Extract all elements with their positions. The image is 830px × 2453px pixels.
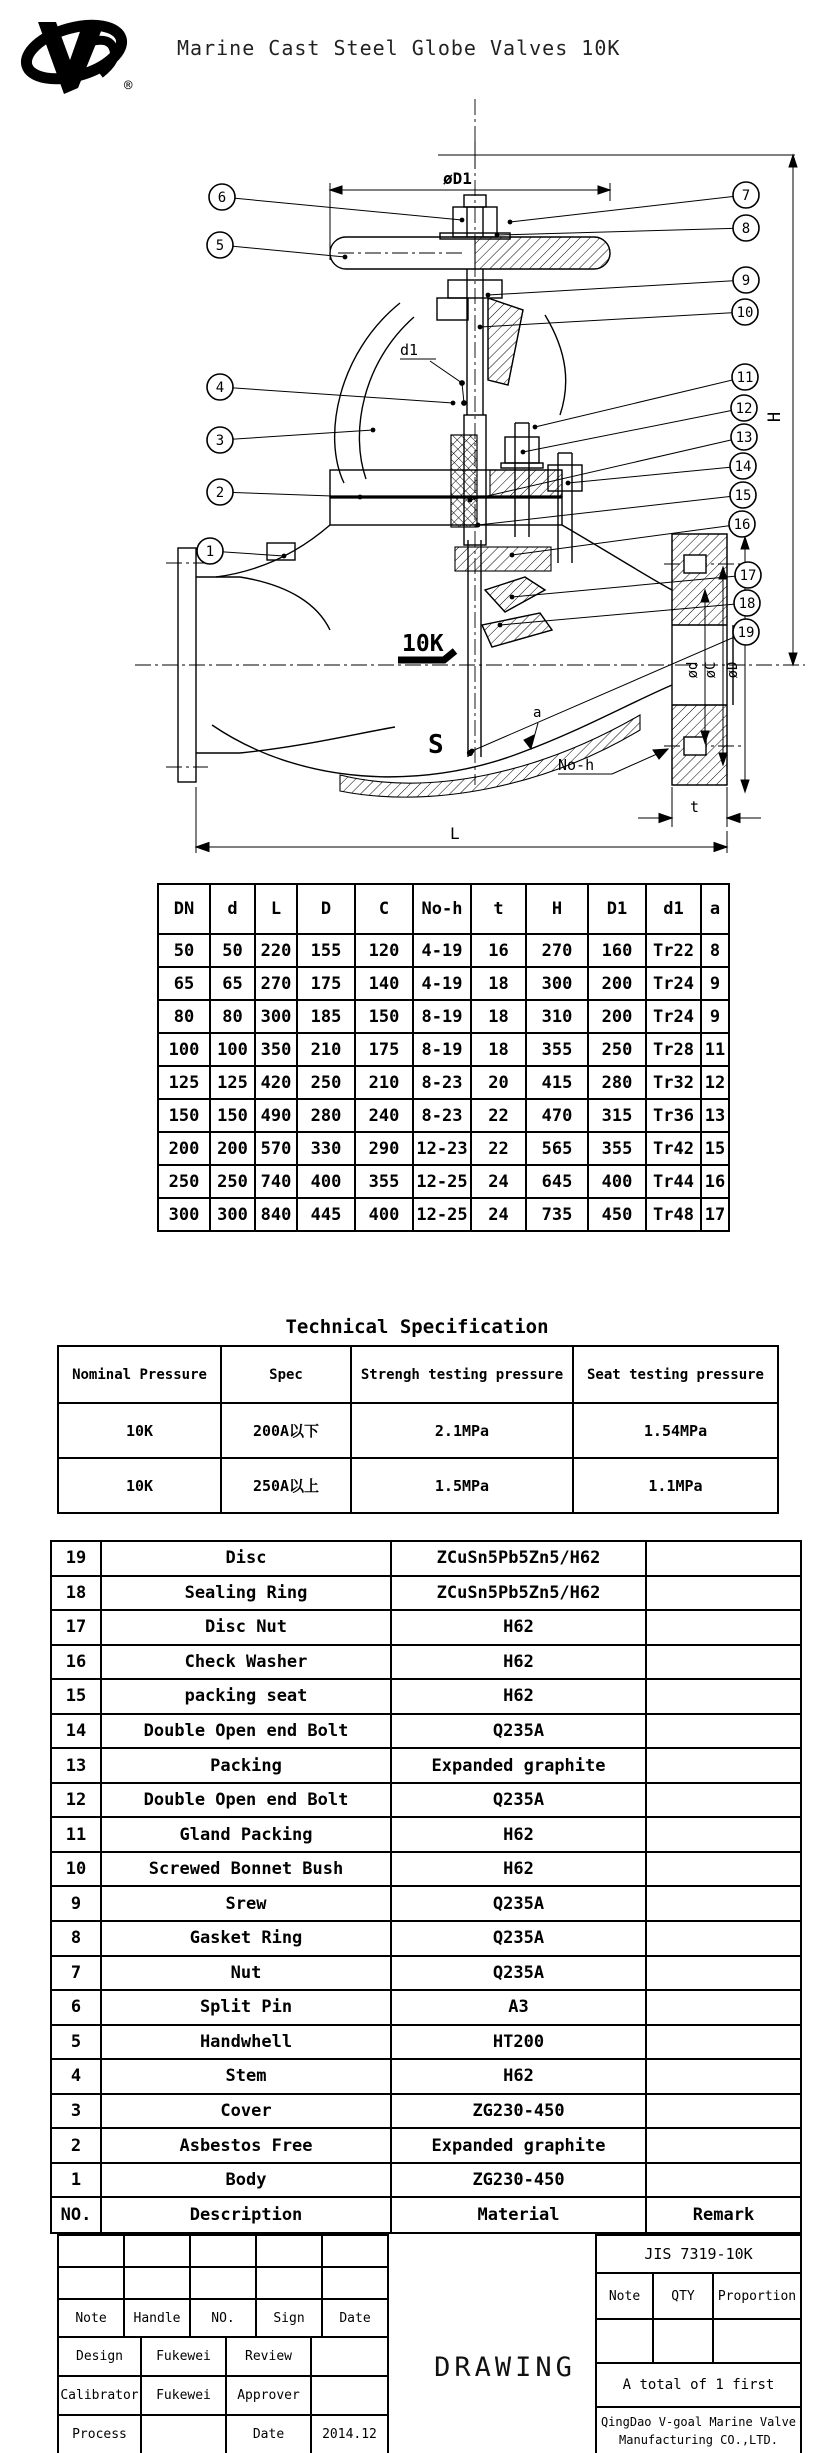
part-no: 13 bbox=[51, 1748, 101, 1783]
dim-cell: Tr28 bbox=[646, 1033, 701, 1066]
dim-cell: 400 bbox=[588, 1165, 646, 1198]
standard-header: Proportion bbox=[712, 2272, 802, 2320]
dim-col-header: t bbox=[471, 884, 526, 934]
standard-header: QTY bbox=[652, 2272, 714, 2320]
svg-text:6: 6 bbox=[217, 190, 227, 206]
part-description: Sealing Ring bbox=[101, 1576, 391, 1611]
revision-cell bbox=[189, 2266, 257, 2300]
dim-cell: 16 bbox=[701, 1165, 729, 1198]
dim-cell: 11 bbox=[701, 1033, 729, 1066]
parts-list-table bbox=[50, 1540, 802, 2234]
issue-note: A total of 1 first bbox=[595, 2362, 802, 2408]
dim-cell: Tr24 bbox=[646, 1000, 701, 1033]
part-description: Handwhell bbox=[101, 2025, 391, 2060]
svg-text:4: 4 bbox=[215, 380, 225, 396]
part-remark bbox=[646, 2128, 801, 2163]
standard-number: JIS 7319-10K bbox=[595, 2234, 802, 2274]
svg-text:9: 9 bbox=[741, 273, 751, 289]
part-remark bbox=[646, 1817, 801, 1852]
dim-cell: 445 bbox=[297, 1198, 355, 1231]
part-no: 15 bbox=[51, 1679, 101, 1714]
dim-cell: 300 bbox=[158, 1198, 210, 1231]
dim-cell: 240 bbox=[355, 1099, 413, 1132]
part-no: 8 bbox=[51, 1921, 101, 1956]
part-remark bbox=[646, 1990, 801, 2025]
callout-11 bbox=[533, 364, 758, 429]
approval-label: Calibrator bbox=[57, 2375, 142, 2416]
part-remark bbox=[646, 2163, 801, 2198]
dim-cell: 420 bbox=[255, 1066, 297, 1099]
part-no: 4 bbox=[51, 2059, 101, 2094]
part-remark bbox=[646, 2025, 801, 2060]
spec-cell: 1.5MPa bbox=[351, 1458, 573, 1513]
gland bbox=[437, 298, 468, 320]
dim-col-header: a bbox=[701, 884, 729, 934]
dim-cell: 15 bbox=[701, 1132, 729, 1165]
dim-cell: 415 bbox=[526, 1066, 588, 1099]
valve-drawing bbox=[0, 85, 830, 865]
part-remark bbox=[646, 1610, 801, 1645]
standard-empty-cell bbox=[652, 2318, 714, 2364]
dim-cell: 13 bbox=[701, 1099, 729, 1132]
label-wall-angle: a bbox=[533, 705, 542, 721]
dim-cell: 200 bbox=[158, 1132, 210, 1165]
dim-cell: 300 bbox=[255, 1000, 297, 1033]
dim-cell: 300 bbox=[526, 967, 588, 1000]
dim-cell: 310 bbox=[526, 1000, 588, 1033]
spec-cell: 1.1MPa bbox=[573, 1458, 778, 1513]
part-material: H62 bbox=[391, 1852, 646, 1887]
approval-value: 2014.12 bbox=[310, 2414, 389, 2453]
dim-cell: Tr22 bbox=[646, 934, 701, 967]
part-material: H62 bbox=[391, 1645, 646, 1680]
approval-value: Fukewei bbox=[140, 2375, 227, 2416]
dim-cell: 570 bbox=[255, 1132, 297, 1165]
part-no: 5 bbox=[51, 2025, 101, 2060]
part-remark bbox=[646, 2094, 801, 2129]
svg-text:16: 16 bbox=[733, 517, 751, 533]
spec-cell: 200A以下 bbox=[221, 1403, 351, 1458]
dim-cell: Tr42 bbox=[646, 1132, 701, 1165]
dim-cell: 175 bbox=[297, 967, 355, 1000]
approval-value bbox=[140, 2414, 227, 2453]
dim-cell: 8-19 bbox=[413, 1000, 471, 1033]
dim-cell: 8-23 bbox=[413, 1066, 471, 1099]
dim-cell: 18 bbox=[471, 1000, 526, 1033]
svg-text:2: 2 bbox=[215, 485, 225, 501]
part-no: 10 bbox=[51, 1852, 101, 1887]
page-title: Marine Cast Steel Globe Valves 10K bbox=[177, 36, 621, 60]
spec-col-header: Nominal Pressure bbox=[58, 1346, 221, 1403]
dim-cell: 125 bbox=[158, 1066, 210, 1099]
dim-cell: 65 bbox=[158, 967, 210, 1000]
dim-cell: 270 bbox=[255, 967, 297, 1000]
approval-value bbox=[310, 2375, 389, 2416]
part-no: 1 bbox=[51, 2163, 101, 2198]
standard-header: Note bbox=[595, 2272, 654, 2320]
dim-cell: 200 bbox=[210, 1132, 255, 1165]
revision-cell bbox=[57, 2234, 125, 2268]
part-remark bbox=[646, 1956, 801, 1991]
part-no: 12 bbox=[51, 1783, 101, 1818]
dim-cell: 450 bbox=[588, 1198, 646, 1231]
dim-cell: Tr48 bbox=[646, 1198, 701, 1231]
part-description: Asbestos Free bbox=[101, 2128, 391, 2163]
registered-mark-icon: ® bbox=[124, 78, 133, 94]
approval-value bbox=[310, 2336, 389, 2377]
approval-grid bbox=[57, 2234, 387, 2453]
svg-text:7: 7 bbox=[741, 188, 751, 204]
part-remark bbox=[646, 1541, 801, 1576]
svg-text:11: 11 bbox=[736, 370, 754, 386]
revision-cell bbox=[189, 2234, 257, 2268]
spec-cell: 1.54MPa bbox=[573, 1403, 778, 1458]
part-no: 14 bbox=[51, 1714, 101, 1749]
callout-5 bbox=[207, 232, 347, 259]
dim-cell: 185 bbox=[297, 1000, 355, 1033]
svg-text:19: 19 bbox=[737, 625, 755, 641]
dim-col-header: L bbox=[255, 884, 297, 934]
callout-9 bbox=[486, 267, 759, 297]
spec-col-header: Strengh testing pressure bbox=[351, 1346, 573, 1403]
part-material: H62 bbox=[391, 2059, 646, 2094]
part-description: Body bbox=[101, 2163, 391, 2198]
label-stem-diameter: d1 bbox=[400, 341, 419, 359]
dim-cell: 20 bbox=[471, 1066, 526, 1099]
svg-text:3: 3 bbox=[215, 433, 225, 449]
part-description: Gland Packing bbox=[101, 1817, 391, 1852]
dim-cell: 150 bbox=[210, 1099, 255, 1132]
spec-section-title: Technical Specification bbox=[285, 1316, 549, 1338]
dim-cell: 18 bbox=[471, 1033, 526, 1066]
part-no: 16 bbox=[51, 1645, 101, 1680]
dim-cell: 330 bbox=[297, 1132, 355, 1165]
part-remark bbox=[646, 1748, 801, 1783]
part-description: packing seat bbox=[101, 1679, 391, 1714]
dim-cell: 565 bbox=[526, 1132, 588, 1165]
dim-cell: 150 bbox=[158, 1099, 210, 1132]
dim-cell: 315 bbox=[588, 1099, 646, 1132]
part-no: 2 bbox=[51, 2128, 101, 2163]
part-remark bbox=[646, 1783, 801, 1818]
dim-col-header: DN bbox=[158, 884, 210, 934]
body-bowl bbox=[335, 303, 400, 483]
dim-cell: 22 bbox=[471, 1132, 526, 1165]
part-material: Q235A bbox=[391, 1921, 646, 1956]
dim-cell: 175 bbox=[355, 1033, 413, 1066]
revision-cell bbox=[255, 2266, 323, 2300]
dim-cell: 24 bbox=[471, 1165, 526, 1198]
dim-cell: 150 bbox=[355, 1000, 413, 1033]
part-no: 11 bbox=[51, 1817, 101, 1852]
label-pressure-class: 10K bbox=[402, 631, 444, 657]
part-material: Q235A bbox=[391, 1783, 646, 1818]
dim-cell: 280 bbox=[297, 1099, 355, 1132]
svg-text:5: 5 bbox=[215, 238, 225, 254]
part-material: A3 bbox=[391, 1990, 646, 2025]
dim-cell: 250 bbox=[158, 1165, 210, 1198]
part-remark bbox=[646, 1714, 801, 1749]
part-material: Expanded graphite bbox=[391, 2128, 646, 2163]
approval-label: Review bbox=[225, 2336, 312, 2377]
callout-4 bbox=[207, 374, 455, 405]
label-bolt-holes: No-h bbox=[558, 756, 595, 774]
spec-col-header: Spec bbox=[221, 1346, 351, 1403]
dim-cell: 8-23 bbox=[413, 1099, 471, 1132]
dim-cell: Tr44 bbox=[646, 1165, 701, 1198]
dim-col-header: H bbox=[526, 884, 588, 934]
svg-text:1: 1 bbox=[205, 544, 215, 560]
part-material: Q235A bbox=[391, 1886, 646, 1921]
part-description: Double Open end Bolt bbox=[101, 1714, 391, 1749]
part-material: ZG230-450 bbox=[391, 2094, 646, 2129]
part-material: ZCuSn5Pb5Zn5/H62 bbox=[391, 1541, 646, 1576]
approval-header: Date bbox=[321, 2298, 389, 2338]
label-d1-top: øD1 bbox=[443, 169, 472, 188]
dim-cell: 80 bbox=[158, 1000, 210, 1033]
part-remark bbox=[646, 1886, 801, 1921]
part-no: 3 bbox=[51, 2094, 101, 2129]
parts-col-header: NO. bbox=[51, 2197, 101, 2233]
approval-value: Fukewei bbox=[140, 2336, 227, 2377]
dim-cell: 735 bbox=[526, 1198, 588, 1231]
dim-cell: 200 bbox=[588, 967, 646, 1000]
part-material: Q235A bbox=[391, 1956, 646, 1991]
part-no: 17 bbox=[51, 1610, 101, 1645]
dim-cell: 12 bbox=[701, 1066, 729, 1099]
part-material: ZG230-450 bbox=[391, 2163, 646, 2198]
standard-empty-cell bbox=[595, 2318, 654, 2364]
dim-col-header: D bbox=[297, 884, 355, 934]
dim-cell: 350 bbox=[255, 1033, 297, 1066]
dim-cell: 17 bbox=[701, 1198, 729, 1231]
dim-cell: Tr36 bbox=[646, 1099, 701, 1132]
dim-cell: 160 bbox=[588, 934, 646, 967]
label-flange-diameter: øD bbox=[725, 661, 741, 679]
revision-cell bbox=[123, 2234, 191, 2268]
part-description: Srew bbox=[101, 1886, 391, 1921]
dim-cell: Tr32 bbox=[646, 1066, 701, 1099]
label-flow-mark: S bbox=[428, 730, 444, 760]
callout-14 bbox=[566, 453, 756, 485]
dim-cell: 22 bbox=[471, 1099, 526, 1132]
parts-col-header: Material bbox=[391, 2197, 646, 2233]
spec-col-header: Seat testing pressure bbox=[573, 1346, 778, 1403]
dim-cell: 65 bbox=[210, 967, 255, 1000]
dim-cell: 12-23 bbox=[413, 1132, 471, 1165]
dim-col-header: D1 bbox=[588, 884, 646, 934]
spec-cell: 10K bbox=[58, 1458, 221, 1513]
callout-2 bbox=[207, 479, 362, 505]
part-remark bbox=[646, 1852, 801, 1887]
spec-cell: 10K bbox=[58, 1403, 221, 1458]
dimension-table bbox=[157, 883, 730, 1232]
part-no: 7 bbox=[51, 1956, 101, 1991]
part-no: 9 bbox=[51, 1886, 101, 1921]
approval-header: Sign bbox=[255, 2298, 323, 2338]
revision-cell bbox=[255, 2234, 323, 2268]
part-description: Cover bbox=[101, 2094, 391, 2129]
svg-text:10: 10 bbox=[736, 305, 754, 321]
dim-cell: 250 bbox=[297, 1066, 355, 1099]
dim-cell: 80 bbox=[210, 1000, 255, 1033]
svg-text:8: 8 bbox=[741, 221, 751, 237]
dim-cell: 50 bbox=[210, 934, 255, 967]
revision-cell bbox=[321, 2266, 389, 2300]
dim-cell: 250 bbox=[588, 1033, 646, 1066]
part-description: Nut bbox=[101, 1956, 391, 1991]
part-material: H62 bbox=[391, 1679, 646, 1714]
part-description: Check Washer bbox=[101, 1645, 391, 1680]
approval-label: Date bbox=[225, 2414, 312, 2453]
part-description: Stem bbox=[101, 2059, 391, 2094]
dim-cell: 18 bbox=[471, 967, 526, 1000]
dim-cell: 4-19 bbox=[413, 934, 471, 967]
dim-cell: 280 bbox=[588, 1066, 646, 1099]
dim-cell: 300 bbox=[210, 1198, 255, 1231]
dim-col-header: C bbox=[355, 884, 413, 934]
svg-text:15: 15 bbox=[734, 488, 752, 504]
dim-cell: 210 bbox=[355, 1066, 413, 1099]
dim-cell: 740 bbox=[255, 1165, 297, 1198]
part-description: Disc bbox=[101, 1541, 391, 1576]
company-name: QingDao V-goal Marine Valve Manufacturing CO.,LTD. bbox=[595, 2406, 802, 2453]
part-material: ZCuSn5Pb5Zn5/H62 bbox=[391, 1576, 646, 1611]
part-description: Gasket Ring bbox=[101, 1921, 391, 1956]
part-remark bbox=[646, 2059, 801, 2094]
dim-cell: 155 bbox=[297, 934, 355, 967]
dim-cell: 355 bbox=[526, 1033, 588, 1066]
dim-col-header: d bbox=[210, 884, 255, 934]
dim-cell: 8 bbox=[701, 934, 729, 967]
part-material: Q235A bbox=[391, 1714, 646, 1749]
callout-7 bbox=[508, 182, 759, 224]
part-remark bbox=[646, 1921, 801, 1956]
part-description: Screwed Bonnet Bush bbox=[101, 1852, 391, 1887]
callout-12 bbox=[521, 395, 757, 454]
revision-cell bbox=[123, 2266, 191, 2300]
dim-cell: 250 bbox=[210, 1165, 255, 1198]
approval-header: NO. bbox=[189, 2298, 257, 2338]
svg-text:17: 17 bbox=[739, 568, 757, 584]
dim-cell: 16 bbox=[471, 934, 526, 967]
svg-text:12: 12 bbox=[735, 401, 753, 417]
dim-cell: 400 bbox=[297, 1165, 355, 1198]
dim-cell: 125 bbox=[210, 1066, 255, 1099]
dim-cell: 270 bbox=[526, 934, 588, 967]
dim-cell: 400 bbox=[355, 1198, 413, 1231]
dim-cell: 470 bbox=[526, 1099, 588, 1132]
part-material: H62 bbox=[391, 1817, 646, 1852]
standard-empty-cell bbox=[712, 2318, 802, 2364]
part-description: Packing bbox=[101, 1748, 391, 1783]
standard-block bbox=[595, 2234, 800, 2453]
parts-col-header: Remark bbox=[646, 2197, 801, 2233]
part-description: Disc Nut bbox=[101, 1610, 391, 1645]
dim-cell: 100 bbox=[210, 1033, 255, 1066]
part-material: HT200 bbox=[391, 2025, 646, 2060]
sheet-title: DRAWING bbox=[434, 2352, 576, 2383]
part-material: H62 bbox=[391, 1610, 646, 1645]
dim-cell: 840 bbox=[255, 1198, 297, 1231]
part-remark bbox=[646, 1576, 801, 1611]
part-no: 6 bbox=[51, 1990, 101, 2025]
dim-cell: 12-25 bbox=[413, 1198, 471, 1231]
parts-col-header: Description bbox=[101, 2197, 391, 2233]
approval-header: Handle bbox=[123, 2298, 191, 2338]
dim-cell: 355 bbox=[588, 1132, 646, 1165]
label-bolt-circle: øC bbox=[703, 661, 719, 679]
part-remark bbox=[646, 1645, 801, 1680]
dim-cell: 120 bbox=[355, 934, 413, 967]
logo-mark bbox=[20, 15, 127, 94]
spec-cell: 250A以上 bbox=[221, 1458, 351, 1513]
approval-header: Note bbox=[57, 2298, 125, 2338]
svg-text:14: 14 bbox=[734, 459, 752, 475]
revision-cell bbox=[57, 2266, 125, 2300]
callout-3 bbox=[207, 427, 375, 453]
dim-cell: 290 bbox=[355, 1132, 413, 1165]
dim-cell: 200 bbox=[588, 1000, 646, 1033]
svg-text:18: 18 bbox=[738, 596, 756, 612]
dim-cell: Tr24 bbox=[646, 967, 701, 1000]
dim-col-header: d1 bbox=[646, 884, 701, 934]
dim-cell: 9 bbox=[701, 1000, 729, 1033]
dim-cell: 490 bbox=[255, 1099, 297, 1132]
svg-text:13: 13 bbox=[735, 430, 753, 446]
dim-cell: 220 bbox=[255, 934, 297, 967]
part-no: 19 bbox=[51, 1541, 101, 1576]
dim-col-header: No-h bbox=[413, 884, 471, 934]
label-height: H bbox=[765, 411, 785, 423]
revision-cell bbox=[321, 2234, 389, 2268]
dim-cell: 24 bbox=[471, 1198, 526, 1231]
label-flange-thickness: t bbox=[690, 798, 700, 816]
part-material: Expanded graphite bbox=[391, 1748, 646, 1783]
part-no: 18 bbox=[51, 1576, 101, 1611]
dim-cell: 100 bbox=[158, 1033, 210, 1066]
part-remark bbox=[646, 1679, 801, 1714]
dim-cell: 9 bbox=[701, 967, 729, 1000]
dim-cell: 12-25 bbox=[413, 1165, 471, 1198]
dim-cell: 140 bbox=[355, 967, 413, 1000]
dim-cell: 8-19 bbox=[413, 1033, 471, 1066]
label-length: L bbox=[450, 824, 460, 843]
dim-cell: 4-19 bbox=[413, 967, 471, 1000]
dim-cell: 645 bbox=[526, 1165, 588, 1198]
technical-specification-table bbox=[57, 1345, 779, 1514]
approval-label: Design bbox=[57, 2336, 142, 2377]
spec-cell: 2.1MPa bbox=[351, 1403, 573, 1458]
part-description: Split Pin bbox=[101, 1990, 391, 2025]
part-description: Double Open end Bolt bbox=[101, 1783, 391, 1818]
label-bore-diameter: ød bbox=[685, 661, 701, 679]
dim-cell: 355 bbox=[355, 1165, 413, 1198]
approval-label: Approver bbox=[225, 2375, 312, 2416]
dim-cell: 50 bbox=[158, 934, 210, 967]
approval-label: Process bbox=[57, 2414, 142, 2453]
dim-cell: 210 bbox=[297, 1033, 355, 1066]
